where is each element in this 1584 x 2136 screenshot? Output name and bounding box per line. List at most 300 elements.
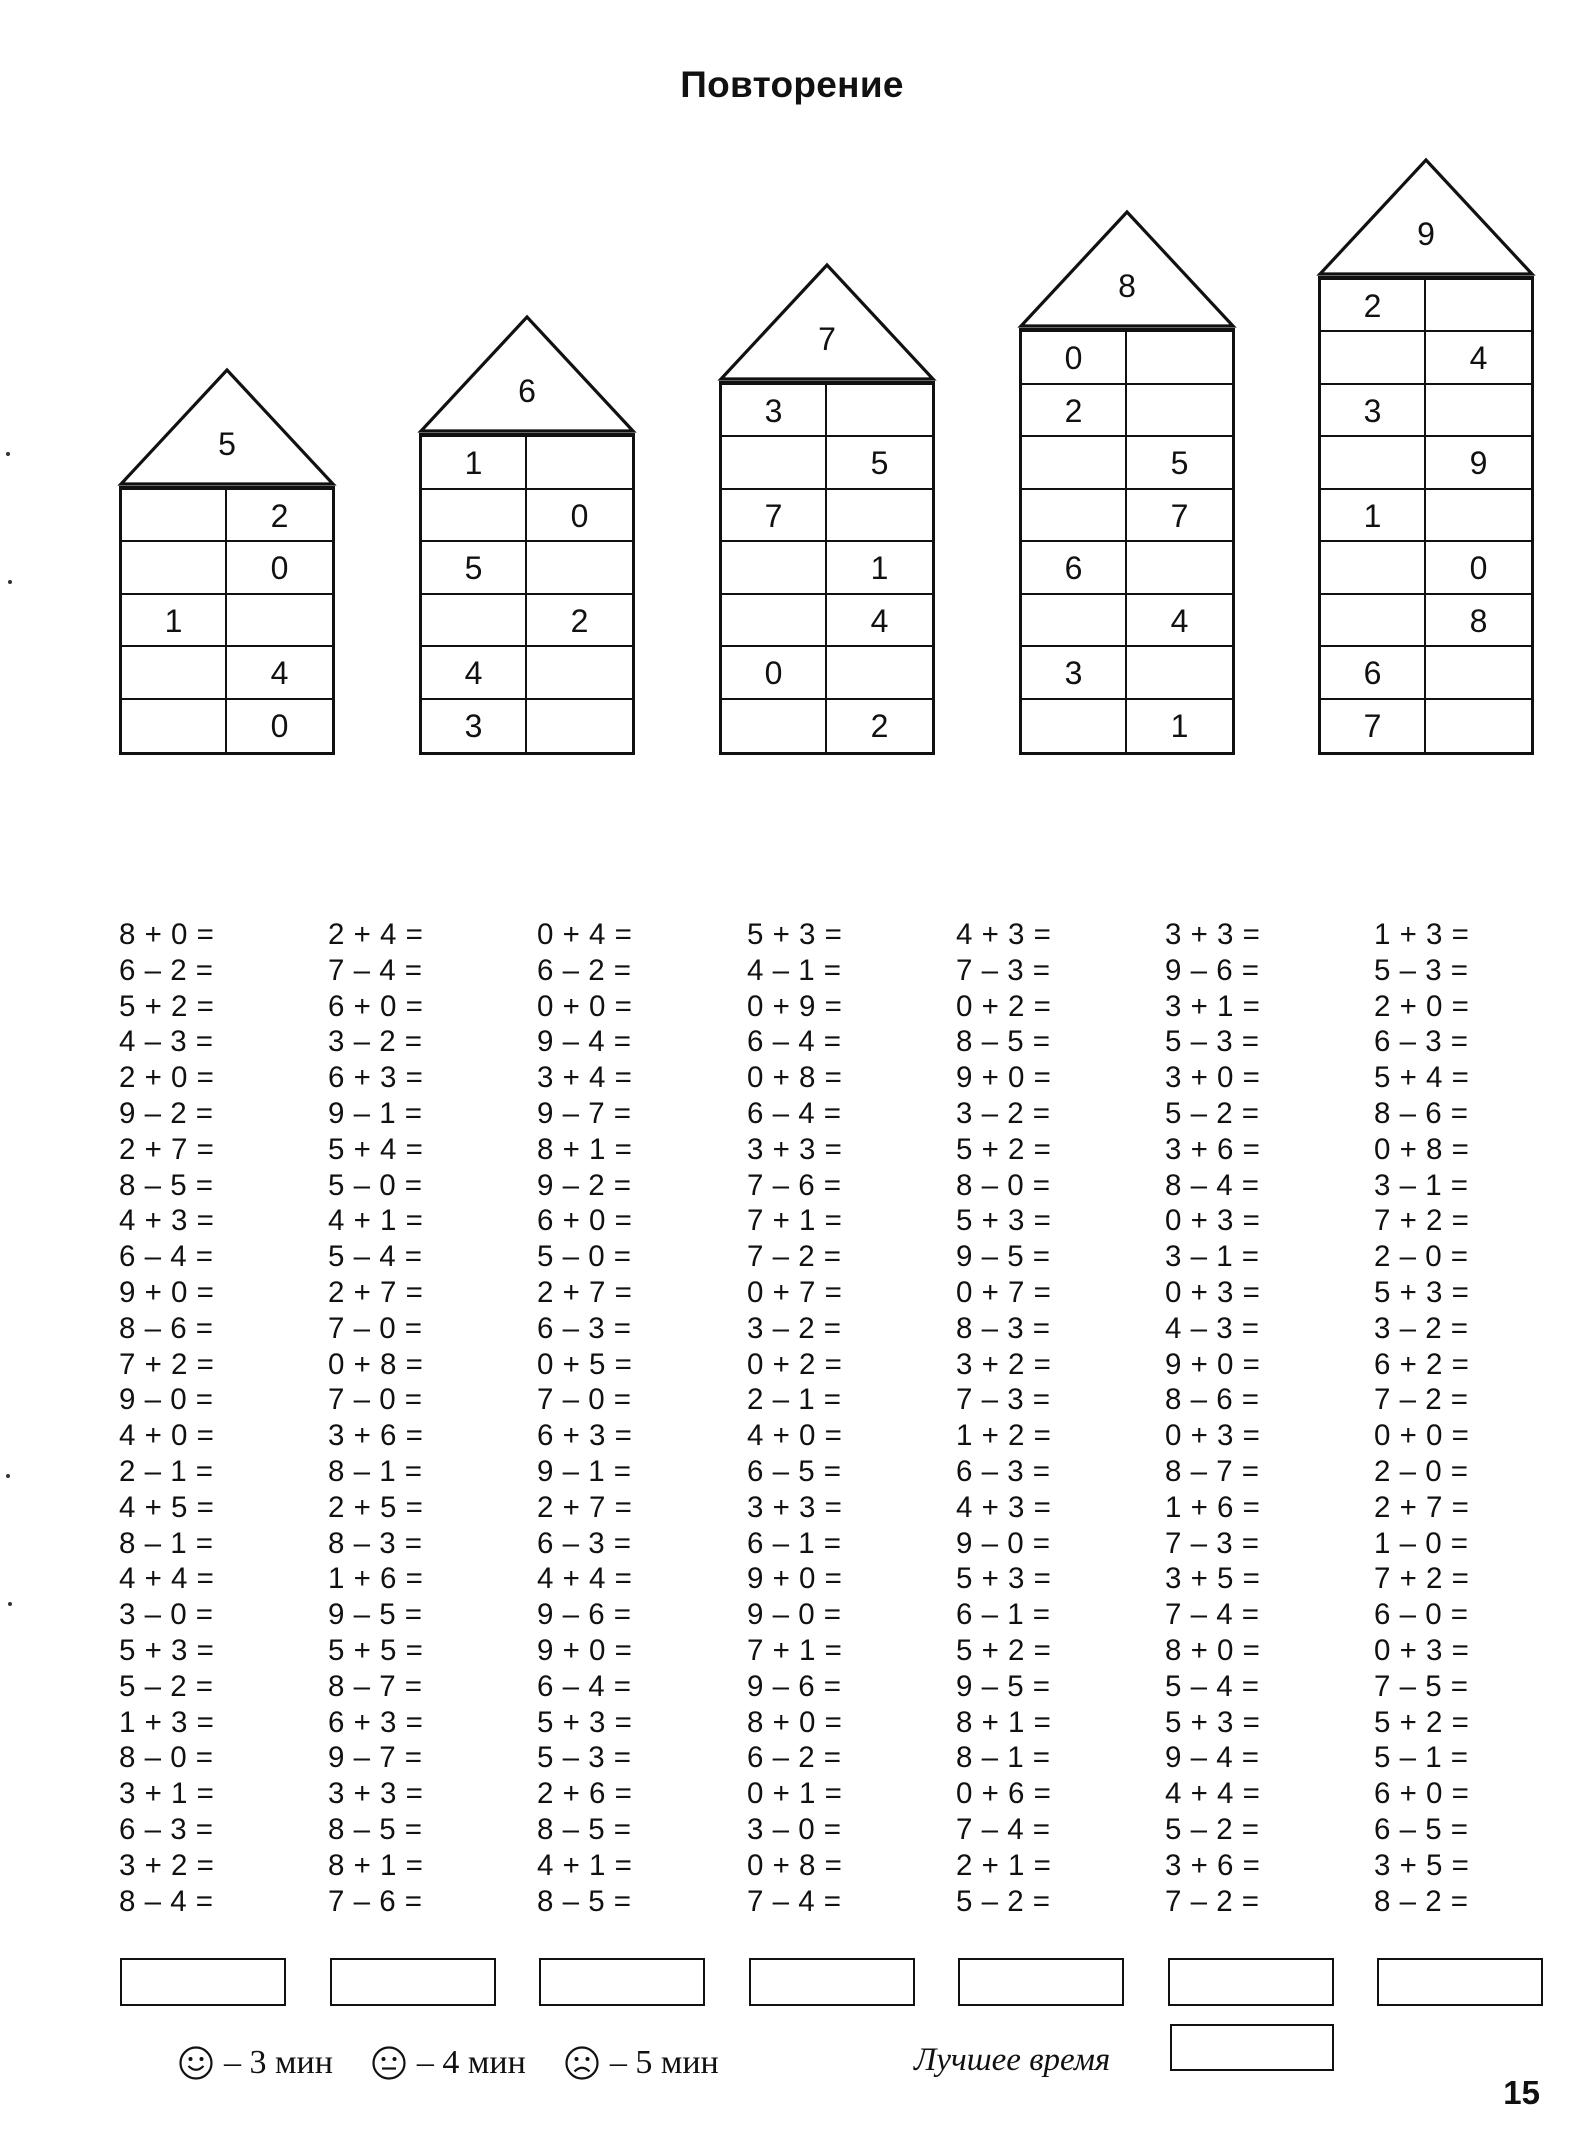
blank-cell[interactable] [1426, 490, 1531, 543]
timing-label: – 5 мин [609, 2044, 719, 2081]
exercise: 3 + 0 = [1165, 1061, 1260, 1095]
exercise: 2 – 1 = [747, 1383, 842, 1417]
blank-cell[interactable] [1022, 595, 1127, 648]
house-cell: 1 [122, 595, 227, 648]
house-cell: 4 [227, 647, 332, 700]
exercise: 8 – 3 = [956, 1311, 1051, 1345]
exercise: 7 + 1 = [747, 1204, 842, 1238]
blank-cell[interactable] [1426, 647, 1531, 700]
exercise: 5 + 3 = [956, 1562, 1051, 1596]
exercise: 5 – 3 = [1165, 1025, 1260, 1059]
exercise: 6 – 4 = [537, 1669, 632, 1703]
smiley-sad-icon [564, 2045, 600, 2081]
house-cell: 1 [827, 542, 932, 595]
exercise: 4 + 4 = [1165, 1777, 1260, 1811]
exercise: 3 – 2 = [1374, 1311, 1469, 1345]
exercise: 2 + 7 = [119, 1132, 214, 1166]
blank-cell[interactable] [722, 542, 827, 595]
exercise: 8 + 0 = [1165, 1633, 1260, 1667]
exercise: 2 + 7 = [1374, 1490, 1469, 1524]
exercise: 0 + 8 = [328, 1347, 423, 1381]
exercise: 2 + 4 = [328, 918, 423, 951]
exercise: 4 + 5 = [119, 1490, 214, 1524]
number-house-9 [1318, 158, 1534, 756]
exercise: 3 + 5 = [1165, 1562, 1260, 1596]
exercise: 8 – 4 = [1165, 1168, 1260, 1202]
blank-cell[interactable] [1321, 595, 1426, 648]
exercise: 3 – 1 = [1374, 1168, 1469, 1202]
house-cell: 0 [722, 647, 827, 700]
blank-cell[interactable] [1127, 332, 1232, 385]
exercise: 5 – 0 = [537, 1240, 632, 1274]
blank-cell[interactable] [1127, 542, 1232, 595]
exercise: 8 + 0 = [747, 1705, 842, 1739]
blank-cell[interactable] [122, 490, 227, 543]
exercise-column-2 [328, 917, 518, 1919]
exercise: 9 – 2 = [119, 1096, 214, 1130]
number-house-7 [719, 263, 935, 756]
blank-cell[interactable] [122, 700, 227, 753]
exercise: 8 – 7 = [1165, 1454, 1260, 1488]
exercise: 1 + 2 = [956, 1419, 1051, 1453]
house-cell: 6 [1022, 542, 1127, 595]
exercise: 9 – 1 = [328, 1096, 423, 1130]
exercise: 3 + 6 = [1165, 1132, 1260, 1166]
exercise: 5 – 2 = [119, 1669, 214, 1703]
exercise: 5 + 2 = [1374, 1705, 1469, 1739]
exercise: 8 – 1 = [956, 1741, 1051, 1775]
exercise: 0 + 9 = [747, 989, 842, 1023]
exercise: 4 + 1 = [537, 1848, 632, 1882]
exercise: 8 – 1 = [328, 1454, 423, 1488]
exercise: 0 + 0 = [537, 989, 632, 1023]
exercise: 9 – 6 = [537, 1598, 632, 1632]
blank-cell[interactable] [422, 595, 527, 648]
exercise: 6 – 5 = [1374, 1812, 1469, 1846]
house-cell: 3 [722, 385, 827, 438]
blank-cell[interactable] [527, 647, 632, 700]
exercise: 4 + 3 = [119, 1204, 214, 1238]
exercise: 6 – 2 = [119, 953, 214, 987]
exercise: 2 – 0 = [1374, 1240, 1469, 1274]
exercise: 1 + 3 = [1374, 918, 1469, 951]
exercise: 3 – 0 = [119, 1598, 214, 1632]
exercise: 6 + 0 = [1374, 1777, 1469, 1811]
blank-cell[interactable] [122, 542, 227, 595]
house-grid [719, 381, 935, 756]
exercise: 3 + 1 = [1165, 989, 1260, 1023]
column-answer-box-7[interactable] [1377, 1958, 1543, 2006]
exercise-column-5 [956, 917, 1146, 1919]
exercise: 9 – 7 = [328, 1741, 423, 1775]
exercise: 1 + 6 = [328, 1562, 423, 1596]
exercise: 8 – 6 = [1374, 1096, 1469, 1130]
exercise: 9 – 5 = [956, 1240, 1051, 1274]
exercise: 7 – 0 = [328, 1311, 423, 1345]
timing-item-4min [371, 2044, 526, 2082]
exercise: 5 + 2 = [956, 1633, 1051, 1667]
column-answer-box-3[interactable] [539, 1958, 705, 2006]
exercise: 4 + 4 = [119, 1562, 214, 1596]
exercise: 9 – 6 = [747, 1669, 842, 1703]
blank-cell[interactable] [722, 700, 827, 753]
blank-cell[interactable] [722, 437, 827, 490]
exercise: 3 – 2 = [747, 1311, 842, 1345]
exercise: 5 – 1 = [1374, 1741, 1469, 1775]
house-cell: 3 [1022, 647, 1127, 700]
exercise: 8 – 6 = [119, 1311, 214, 1345]
exercise: 8 + 0 = [119, 918, 214, 951]
exercise: 0 + 7 = [956, 1275, 1051, 1309]
column-answer-box-6[interactable] [1168, 1958, 1334, 2006]
exercise: 5 – 4 = [328, 1240, 423, 1274]
column-answer-box-2[interactable] [330, 1958, 496, 2006]
house-cell: 0 [527, 490, 632, 543]
exercise: 6 – 3 = [537, 1311, 632, 1345]
column-answer-box-1[interactable] [120, 1958, 286, 2006]
page-number: 15 [1503, 2074, 1540, 2111]
exercise: 6 – 5 = [747, 1454, 842, 1488]
blank-cell[interactable] [1022, 700, 1127, 753]
smiley-happy-icon [178, 2045, 214, 2081]
blank-cell[interactable] [1321, 437, 1426, 490]
exercise: 2 + 5 = [328, 1490, 423, 1524]
exercise: 9 – 6 = [1165, 953, 1260, 987]
house-cell: 4 [422, 647, 527, 700]
roof-number: 6 [518, 373, 536, 409]
exercise: 1 + 6 = [1165, 1490, 1260, 1524]
exercise-column-3 [537, 917, 727, 1919]
exercise: 5 + 3 = [537, 1705, 632, 1739]
house-cell: 1 [1170, 707, 1189, 744]
exercise: 2 + 7 = [537, 1275, 632, 1309]
blank-cell[interactable] [227, 595, 332, 648]
exercise: 4 – 3 = [1165, 1311, 1260, 1345]
house-cell: 7 [722, 490, 827, 543]
exercise: 7 – 3 = [956, 953, 1051, 987]
house-cell: 2 [1321, 280, 1426, 333]
exercise: 8 + 1 = [328, 1848, 423, 1882]
exercise: 7 – 4 = [747, 1884, 842, 1918]
exercise: 7 + 2 = [1374, 1562, 1469, 1596]
exercise: 6 – 3 = [956, 1454, 1051, 1488]
exercise: 7 – 3 = [956, 1383, 1051, 1417]
exercise: 5 + 3 = [1165, 1705, 1260, 1739]
exercise: 8 + 1 = [956, 1705, 1051, 1739]
house-cell: 9 [1426, 437, 1531, 490]
house-cell: 5 [1127, 437, 1232, 490]
house-cell: 6 [1321, 647, 1426, 700]
blank-cell[interactable] [1127, 385, 1232, 438]
exercise: 5 + 2 = [119, 989, 214, 1023]
exercise: 0 + 3 = [1165, 1419, 1260, 1453]
exercise: 5 + 4 = [1374, 1061, 1469, 1095]
scan-speck [8, 1602, 12, 1606]
house-cell: 1 [422, 437, 527, 490]
exercise: 6 – 3 = [1374, 1025, 1469, 1059]
column-answer-box-4[interactable] [749, 1958, 915, 2006]
exercise: 9 – 0 = [956, 1526, 1051, 1560]
house-roof [419, 315, 635, 433]
timing-item-5min [564, 2044, 719, 2082]
exercise: 7 + 2 = [119, 1347, 214, 1381]
exercise: 0 + 2 = [956, 989, 1051, 1023]
exercise: 6 – 2 = [537, 953, 632, 987]
exercise: 1 + 3 = [119, 1705, 214, 1739]
blank-cell[interactable] [1321, 542, 1426, 595]
exercise: 0 + 0 = [1374, 1419, 1469, 1453]
exercise: 0 + 5 = [537, 1347, 632, 1381]
scan-speck [6, 452, 10, 456]
blank-cell[interactable] [122, 647, 227, 700]
exercise: 5 + 4 = [328, 1132, 423, 1166]
exercise: 5 + 3 = [119, 1633, 214, 1667]
house-roof [719, 263, 935, 381]
exercise: 4 – 1 = [747, 953, 842, 987]
house-cell: 2 [527, 595, 632, 648]
exercise: 4 – 3 = [119, 1025, 214, 1059]
exercise: 0 + 3 = [1165, 1275, 1260, 1309]
blank-cell[interactable] [527, 437, 632, 490]
exercise-column-4 [747, 917, 937, 1919]
house-cell: 5 [422, 542, 527, 595]
page-title: Повторение [680, 64, 904, 105]
exercise: 3 + 3 = [328, 1777, 423, 1811]
exercise: 5 – 0 = [328, 1168, 423, 1202]
exercise: 3 + 2 = [956, 1347, 1051, 1381]
exercise: 7 – 4 = [328, 953, 423, 987]
roof-number: 7 [818, 320, 836, 357]
house-cell: 2 [227, 490, 332, 543]
exercise: 2 + 0 = [1374, 989, 1469, 1023]
exercise: 0 + 7 = [747, 1275, 842, 1309]
exercise: 0 + 2 = [747, 1347, 842, 1381]
exercise: 9 – 4 = [537, 1025, 632, 1059]
exercise: 8 – 5 = [537, 1812, 632, 1846]
exercise: 8 – 5 = [537, 1884, 632, 1918]
exercise: 8 – 7 = [328, 1669, 423, 1703]
exercise: 5 + 5 = [328, 1633, 423, 1667]
exercise: 3 + 6 = [1165, 1848, 1260, 1882]
house-cell: 2 [1022, 385, 1127, 438]
house-cell: 3 [1321, 385, 1426, 438]
blank-cell[interactable] [1127, 647, 1232, 700]
exercise: 5 + 3 = [956, 1204, 1051, 1238]
exercise: 3 – 1 = [1165, 1240, 1260, 1274]
house-cell: 8 [1426, 595, 1531, 648]
exercise: 6 – 4 = [119, 1240, 214, 1274]
exercise: 9 – 4 = [1165, 1741, 1260, 1775]
blank-cell[interactable] [827, 385, 932, 438]
house-cell: 2 [870, 707, 889, 744]
roof-number: 8 [1118, 268, 1136, 304]
exercise: 8 – 2 = [1374, 1884, 1469, 1918]
exercise: 8 – 1 = [119, 1526, 214, 1560]
exercise: 6 – 2 = [747, 1741, 842, 1775]
exercise: 9 + 0 = [119, 1275, 214, 1309]
exercise: 2 + 1 = [956, 1848, 1051, 1882]
exercise: 0 + 8 = [747, 1061, 842, 1095]
exercise: 9 – 5 = [328, 1598, 423, 1632]
exercise: 7 – 5 = [1374, 1669, 1469, 1703]
exercise: 2 + 7 = [537, 1490, 632, 1524]
house-cell: 3 [422, 700, 527, 753]
exercise: 6 + 0 = [328, 989, 423, 1023]
exercise: 5 + 3 = [1374, 1275, 1469, 1309]
exercise: 3 + 5 = [1374, 1848, 1469, 1882]
scan-speck [6, 1474, 10, 1478]
exercise: 9 – 0 = [119, 1383, 214, 1417]
exercise: 3 + 6 = [328, 1419, 423, 1453]
exercise: 9 + 0 = [956, 1061, 1051, 1095]
scan-speck [8, 580, 12, 584]
exercise: 5 – 2 = [1165, 1096, 1260, 1130]
house-grid [1318, 276, 1534, 756]
exercise: 8 – 4 = [119, 1884, 214, 1918]
exercise: 5 – 4 = [1165, 1669, 1260, 1703]
house-grid [1019, 328, 1235, 755]
blank-cell[interactable] [527, 542, 632, 595]
house-grid [119, 486, 335, 756]
column-answer-box-5[interactable] [958, 1958, 1124, 2006]
exercise: 3 + 3 = [747, 1490, 842, 1524]
exercise: 7 – 6 = [747, 1168, 842, 1202]
exercise: 9 – 1 = [537, 1454, 632, 1488]
exercise: 5 – 2 = [956, 1884, 1051, 1918]
exercise: 9 + 0 = [537, 1633, 632, 1667]
exercise: 4 + 3 = [956, 918, 1051, 951]
house-cell: 0 [1426, 542, 1531, 595]
blank-cell[interactable] [827, 647, 932, 700]
exercise: 3 – 0 = [747, 1812, 842, 1846]
exercise: 3 – 2 = [956, 1096, 1051, 1130]
roof-number: 5 [218, 425, 236, 462]
exercise: 5 – 3 = [537, 1741, 632, 1775]
exercise: 7 + 2 = [1374, 1204, 1469, 1238]
house-cell: 0 [227, 542, 332, 595]
exercise: 0 + 3 = [1165, 1204, 1260, 1238]
timing-label: – 3 мин [224, 2044, 333, 2081]
exercise: 9 – 7 = [537, 1096, 632, 1130]
exercise: 8 – 3 = [328, 1526, 423, 1560]
number-house-8 [1019, 210, 1235, 755]
exercise-column-1 [119, 917, 309, 1919]
house-cell: 0 [270, 707, 289, 744]
exercise: 7 – 4 = [1165, 1598, 1260, 1632]
blank-cell[interactable] [722, 595, 827, 648]
house-cell: 4 [1426, 332, 1531, 385]
exercise: 4 + 1 = [328, 1204, 423, 1238]
exercise: 6 + 3 = [537, 1419, 632, 1453]
exercise: 3 + 1 = [119, 1777, 214, 1811]
exercise: 6 + 2 = [1374, 1347, 1469, 1381]
house-cell: 4 [827, 595, 932, 648]
exercise-column-6 [1165, 917, 1355, 1919]
exercise: 3 + 2 = [119, 1848, 214, 1882]
exercise: 0 + 1 = [747, 1777, 842, 1811]
exercise: 5 – 2 = [1165, 1812, 1260, 1846]
blank-cell[interactable] [527, 700, 632, 753]
exercise: 7 – 0 = [328, 1383, 423, 1417]
exercise-column-7 [1374, 917, 1564, 1919]
exercise: 0 + 6 = [956, 1777, 1051, 1811]
timing-label: – 4 мин [416, 2044, 526, 2081]
blank-cell[interactable] [1321, 332, 1426, 385]
exercise: 0 + 3 = [1374, 1633, 1469, 1667]
exercise: 5 + 3 = [747, 918, 842, 951]
exercise: 0 + 8 = [747, 1848, 842, 1882]
exercise: 0 + 4 = [537, 918, 632, 951]
exercise: 8 + 1 = [537, 1132, 632, 1166]
exercise: 6 – 1 = [747, 1526, 842, 1560]
exercise: 6 – 4 = [747, 1025, 842, 1059]
house-grid [419, 433, 635, 755]
exercise: 7 – 6 = [328, 1884, 423, 1918]
exercise: 6 – 0 = [1374, 1598, 1469, 1632]
exercise: 3 + 3 = [1165, 918, 1260, 951]
blank-cell[interactable] [1426, 700, 1531, 753]
exercise: 3 + 3 = [747, 1132, 842, 1166]
exercise: 8 – 0 = [119, 1741, 214, 1775]
exercise: 6 + 0 = [537, 1204, 632, 1238]
blank-cell[interactable] [1022, 490, 1127, 543]
best-time-box[interactable] [1170, 2024, 1334, 2071]
exercise: 7 – 3 = [1165, 1526, 1260, 1560]
exercise: 0 + 8 = [1374, 1132, 1469, 1166]
house-cell: 0 [1022, 332, 1127, 385]
blank-cell[interactable] [1426, 385, 1531, 438]
exercise: 2 + 7 = [328, 1275, 423, 1309]
exercise: 7 – 2 = [1165, 1884, 1260, 1918]
exercise: 7 – 2 = [747, 1240, 842, 1274]
exercise: 7 – 0 = [537, 1383, 632, 1417]
house-cell: 4 [1127, 595, 1232, 648]
best-time-label: Лучшее время [914, 2042, 1111, 2078]
exercise: 8 – 0 = [956, 1168, 1051, 1202]
exercise: 9 – 0 = [747, 1598, 842, 1632]
house-roof [1318, 158, 1534, 276]
exercise: 8 – 5 = [119, 1168, 214, 1202]
exercise: 5 + 2 = [956, 1132, 1051, 1166]
exercise: 8 – 5 = [328, 1812, 423, 1846]
exercise: 3 – 2 = [328, 1025, 423, 1059]
exercise: 6 – 1 = [956, 1598, 1051, 1632]
time-legend [178, 2038, 757, 2088]
number-house-6 [419, 315, 635, 755]
exercise: 5 – 3 = [1374, 953, 1469, 987]
exercise: 7 – 2 = [1374, 1383, 1469, 1417]
house-cell: 1 [1321, 490, 1426, 543]
smiley-neutral-icon [371, 2045, 407, 2081]
exercise: 4 + 0 = [747, 1419, 842, 1453]
exercise: 1 – 0 = [1374, 1526, 1469, 1560]
house-cell: 7 [1321, 700, 1426, 753]
blank-cell[interactable] [422, 490, 527, 543]
exercise: 6 + 3 = [328, 1061, 423, 1095]
exercise: 9 + 0 = [1165, 1347, 1260, 1381]
blank-cell[interactable] [1022, 437, 1127, 490]
blank-cell[interactable] [1426, 280, 1531, 333]
blank-cell[interactable] [827, 490, 932, 543]
exercise: 9 + 0 = [747, 1562, 842, 1596]
exercise: 7 + 1 = [747, 1633, 842, 1667]
exercise: 6 + 3 = [328, 1705, 423, 1739]
exercise: 4 + 4 = [537, 1562, 632, 1596]
exercise: 9 – 2 = [537, 1168, 632, 1202]
exercise: 6 – 3 = [119, 1812, 214, 1846]
house-cell: 5 [827, 437, 932, 490]
exercise: 9 – 5 = [956, 1669, 1051, 1703]
